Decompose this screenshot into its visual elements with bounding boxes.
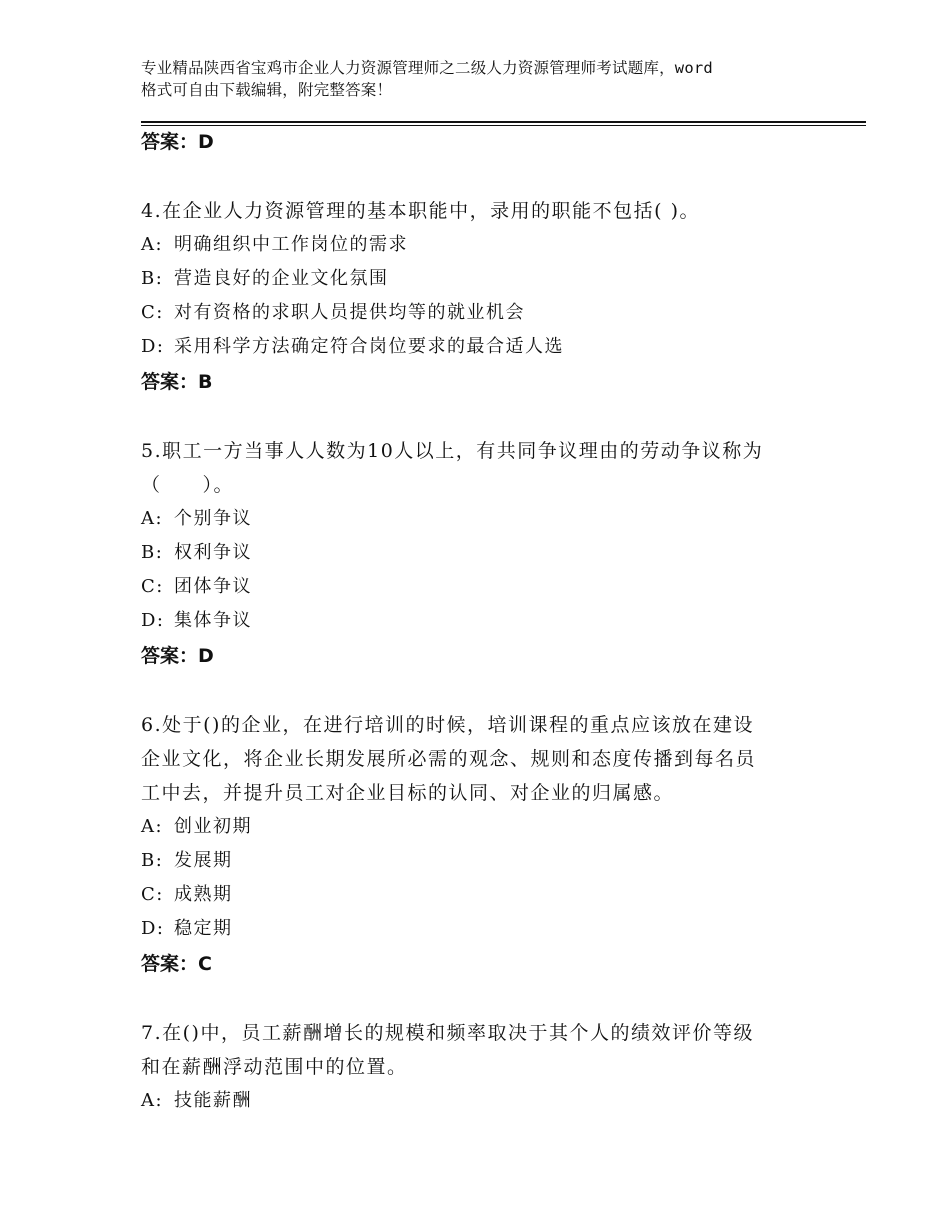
- option-d: D: 集体争议: [141, 610, 252, 631]
- question-text: 7.在()中，员工薪酬增长的规模和频率取决于其个人的绩效评价等级: [141, 1022, 754, 1044]
- answer-3: 答案：D: [141, 131, 214, 153]
- answer-6: 答案：C: [141, 953, 212, 975]
- question-list: [141, 124, 841, 1118]
- question-text: 6.处于()的企业，在进行培训的时候，培训课程的重点应该放在建设: [141, 714, 754, 736]
- question-text: 4.在企业人力资源管理的基本职能中，录用的职能不包括( )。: [141, 200, 700, 222]
- option-a: A: 个别争议: [141, 508, 252, 529]
- option-d: D: 稳定期: [141, 918, 233, 939]
- question-5: [141, 434, 841, 674]
- question-text-cont: 和在薪酬浮动范围中的位置。: [141, 1056, 408, 1078]
- option-c: C: 对有资格的求职人员提供均等的就业机会: [141, 302, 525, 323]
- header-line-2: 格式可自由下载编辑，附完整答案！: [141, 81, 393, 99]
- option-a: A: 明确组织中工作岗位的需求: [141, 234, 408, 255]
- header-rule-thick: [141, 121, 866, 123]
- question-4: [141, 194, 841, 400]
- question-text-cont: （ ）。: [141, 474, 235, 496]
- option-c: C: 成熟期: [141, 884, 233, 905]
- option-a: A: 创业初期: [141, 816, 252, 837]
- answer-4: 答案：B: [141, 371, 213, 393]
- document-header: [141, 57, 831, 101]
- option-b: B: 权利争议: [141, 542, 252, 563]
- question-text-cont: 工中去，并提升员工对企业目标的认同、对企业的归属感。: [141, 782, 675, 804]
- option-a: A: 技能薪酬: [141, 1090, 252, 1111]
- option-b: B: 发展期: [141, 850, 233, 871]
- answer-5: 答案：D: [141, 645, 214, 667]
- header-line-1: 专业精品陕西省宝鸡市企业人力资源管理师之二级人力资源管理师考试题库，word: [141, 59, 713, 77]
- question-text-cont: 企业文化，将企业长期发展所必需的观念、规则和态度传播到每名员: [141, 748, 757, 770]
- option-b: B: 营造良好的企业文化氛围: [141, 268, 389, 289]
- question-6: [141, 708, 841, 982]
- question-7: [141, 1016, 841, 1118]
- question-text: 5.职工一方当事人人数为10人以上，有共同争议理由的劳动争议称为: [141, 440, 764, 462]
- option-d: D: 采用科学方法确定符合岗位要求的最合适人选: [141, 336, 564, 357]
- option-c: C: 团体争议: [141, 576, 252, 597]
